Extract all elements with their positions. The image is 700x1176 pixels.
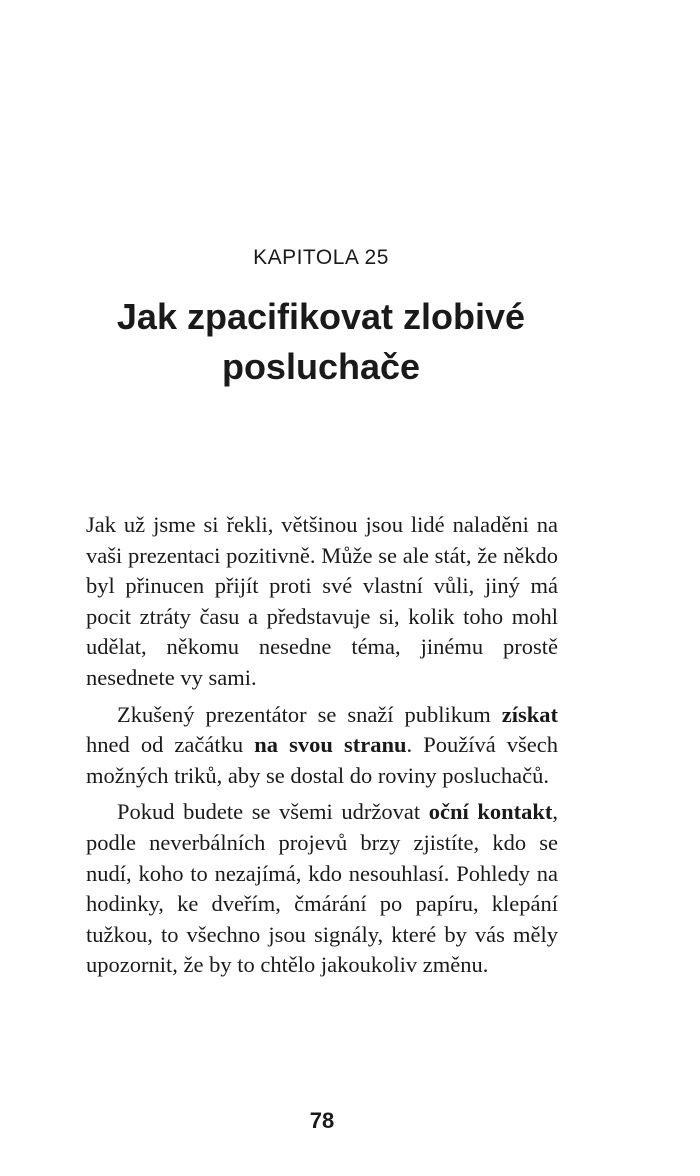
emphasis-text: na svou stranu <box>254 732 407 758</box>
text-segment: . Používá všech možných triků, aby se dostal do roviny posluchačů. <box>86 732 559 788</box>
emphasis-text: oční kontakt <box>428 799 553 825</box>
chapter-title: Jak zpacifikovat zlobivé posluchače <box>116 296 526 387</box>
paragraph <box>86 510 558 694</box>
text-segment: Pokud budete se všemi udržovat <box>117 799 429 825</box>
emphasis-text: získat <box>501 701 558 727</box>
page-number: 78 <box>309 1108 335 1133</box>
text-segment: hned od začátku <box>86 732 255 758</box>
text-segment: Jak už jsme si řekli, většinou jsou lidé naladěni na vaši prezentaci pozitivně. Může se ale stát, že někdo byl přinucen přijít proti své vlastní vůli, jiný má pocit ztráty času a představuje si, kolik toho mohl udělat, někomu nesedne téma, jinému prostě nesednete vy sami. <box>86 512 558 690</box>
text-segment: Zkušený prezentátor se snaží publikum <box>117 701 502 727</box>
chapter-label: KAPITOLA 25 <box>253 246 389 269</box>
paragraph <box>86 700 558 792</box>
paragraph <box>86 797 558 981</box>
text-segment: , podle neverbálních projevů brzy zjistíte, kdo se nudí, koho to nezajímá, kdo nesouhlasí. Pohledy na hodinky, ke dveřím, čmárání po papíru, klepání tužkou, to všechno jsou signály, které by vás měly upozornit, že by to chtělo jakoukoliv změnu. <box>86 799 558 978</box>
body-text <box>86 510 558 981</box>
